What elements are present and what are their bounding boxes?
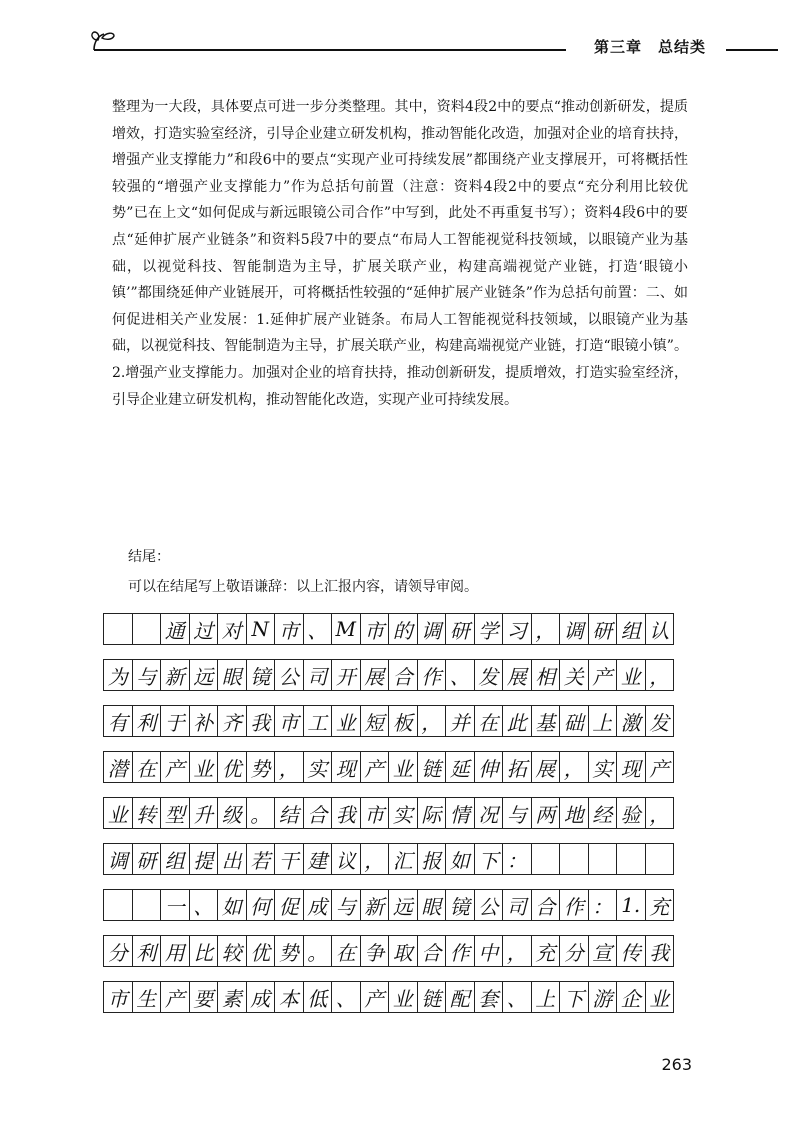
grid-cell: 出 bbox=[217, 843, 247, 875]
grid-cell: 调 bbox=[559, 613, 589, 645]
grid-cell: 学 bbox=[474, 613, 504, 645]
grid-cell bbox=[616, 843, 646, 875]
grid-cell: 下 bbox=[559, 981, 589, 1013]
grid-cell: 发 bbox=[645, 705, 675, 737]
grid-cell: 对 bbox=[217, 613, 247, 645]
grid-row bbox=[103, 889, 674, 921]
grid-cell: 比 bbox=[189, 935, 219, 967]
grid-cell: 分 bbox=[559, 935, 589, 967]
grid-cell bbox=[132, 889, 162, 921]
grid-cell: 作 bbox=[559, 889, 589, 921]
grid-cell: 远 bbox=[189, 659, 219, 691]
grid-cell: 结 bbox=[274, 797, 304, 829]
grid-cell: 促 bbox=[274, 889, 304, 921]
grid-cell: 报 bbox=[417, 843, 447, 875]
grid-cell: 套 bbox=[474, 981, 504, 1013]
grid-cell: 配 bbox=[445, 981, 475, 1013]
grid-cell: 业 bbox=[645, 981, 675, 1013]
grid-row bbox=[103, 705, 674, 737]
grid-cell: 础 bbox=[559, 705, 589, 737]
grid-cell: 优 bbox=[246, 935, 276, 967]
grid-cell: 在 bbox=[474, 705, 504, 737]
page-number: 263 bbox=[661, 1055, 692, 1074]
grid-cell: 业 bbox=[388, 751, 418, 783]
grid-cell: 若 bbox=[246, 843, 276, 875]
grid-cell: 下 bbox=[474, 843, 504, 875]
grid-cell: 延 bbox=[445, 751, 475, 783]
grid-cell: 成 bbox=[246, 981, 276, 1013]
grid-cell bbox=[645, 843, 675, 875]
grid-cell bbox=[132, 613, 162, 645]
grid-cell: 级 bbox=[217, 797, 247, 829]
grid-cell: 实 bbox=[303, 751, 333, 783]
grid-cell: 情 bbox=[445, 797, 475, 829]
grid-cell: 现 bbox=[331, 751, 361, 783]
grid-cell: 况 bbox=[474, 797, 504, 829]
grid-cell: 上 bbox=[531, 981, 561, 1013]
grid-cell: 分 bbox=[103, 935, 133, 967]
grid-cell: 产 bbox=[645, 751, 675, 783]
grid-cell: N bbox=[246, 613, 276, 645]
grid-cell: 司 bbox=[303, 659, 333, 691]
grid-cell: ， bbox=[645, 659, 675, 691]
grid-cell: 充 bbox=[531, 935, 561, 967]
grid-cell: 与 bbox=[132, 659, 162, 691]
grid-cell: 较 bbox=[217, 935, 247, 967]
grid-cell: 。 bbox=[303, 935, 333, 967]
grid-cell: 、 bbox=[189, 889, 219, 921]
grid-cell: 板 bbox=[388, 705, 418, 737]
grid-cell: 合 bbox=[388, 659, 418, 691]
grid-cell: ， bbox=[531, 613, 561, 645]
grid-cell: 合 bbox=[417, 935, 447, 967]
body-paragraph: 整理为一大段，具体要点可进一步分类整理。其中，资料4段2中的要点“推动创新研发，提质增效，打造实验室经济，引导企业建立研发机构，推动智能化改造，加强对企业的培育扶持，增强产业支撑能力”和段6中的要点“实现产业可持续发展”都围绕产业支撑展开，可将概括性较强的“增强产业支撑能力”作为总括句前置（注意：资料4段2中的要点“充分利用比较优势”已在上文“如何促成与新远眼镜公司合作”中写到，此处不再重复书写）；资料4段6中的要点“延伸扩展产业链条”和资料5段7中的要点“布局人工智能视觉科技领域，以眼镜产业为基础，以视觉科技、智能制造为主导，扩展关联产业，构建高端视觉产业链，打造‘眼镜小镇’”都围绕延伸产业链展开，可将概括性较强的“延伸扩展产业链条”作为总括句前置：二、如何促进相关产业发展：1.延伸扩展产业链条。布局人工智能视觉科技领域，以眼镜产业为基础，以视觉科技、智能制造为主导，扩展关联产业，构建高端视觉产业链，打造“眼镜小镇”。2.增强产业支撑能力。加强对企业的培育扶持，推动创新研发，提质增效，打造实验室经济，引导企业建立研发机构，推动智能化改造，实现产业可持续发展。 bbox=[112, 99, 688, 408]
grid-cell: 研 bbox=[588, 613, 618, 645]
grid-cell: 作 bbox=[445, 935, 475, 967]
grid-cell: 际 bbox=[417, 797, 447, 829]
grid-cell: 取 bbox=[388, 935, 418, 967]
grid-cell: 市 bbox=[360, 797, 390, 829]
grid-cell: 公 bbox=[474, 889, 504, 921]
grid-cell: 公 bbox=[274, 659, 304, 691]
grid-cell: 优 bbox=[217, 751, 247, 783]
grid-cell: 一 bbox=[160, 889, 190, 921]
grid-cell: 市 bbox=[103, 981, 133, 1013]
grid-cell: 有 bbox=[103, 705, 133, 737]
grid-cell: 汇 bbox=[388, 843, 418, 875]
grid-cell: 眼 bbox=[417, 889, 447, 921]
grid-cell: 实 bbox=[588, 751, 618, 783]
grid-cell: 调 bbox=[417, 613, 447, 645]
grid-cell: 企 bbox=[616, 981, 646, 1013]
grid-cell: 利 bbox=[132, 705, 162, 737]
grid-cell: 产 bbox=[360, 981, 390, 1013]
grid-cell: 转 bbox=[132, 797, 162, 829]
grid-cell: 产 bbox=[360, 751, 390, 783]
sprout-leaf-icon bbox=[88, 28, 120, 60]
grid-cell: 势 bbox=[274, 935, 304, 967]
grid-cell: 补 bbox=[189, 705, 219, 737]
grid-cell: 市 bbox=[360, 613, 390, 645]
grid-cell: 素 bbox=[217, 981, 247, 1013]
answer-grid bbox=[103, 613, 674, 1013]
grid-cell: 验 bbox=[616, 797, 646, 829]
grid-cell: 地 bbox=[559, 797, 589, 829]
header-rule-left bbox=[94, 49, 566, 51]
grid-cell: 、 bbox=[303, 613, 333, 645]
grid-cell bbox=[559, 843, 589, 875]
grid-cell: 合 bbox=[303, 797, 333, 829]
grid-cell: 建 bbox=[303, 843, 333, 875]
grid-cell: 、 bbox=[502, 981, 532, 1013]
grid-cell: 展 bbox=[531, 751, 561, 783]
grid-cell: 拓 bbox=[502, 751, 532, 783]
grid-cell: 上 bbox=[588, 705, 618, 737]
grid-cell: ， bbox=[559, 751, 589, 783]
grid-cell: 、 bbox=[331, 981, 361, 1013]
grid-row bbox=[103, 613, 674, 645]
grid-cell: 。 bbox=[246, 797, 276, 829]
grid-cell: ， bbox=[274, 751, 304, 783]
grid-cell: 传 bbox=[616, 935, 646, 967]
running-header bbox=[88, 28, 778, 64]
grid-cell: 通 bbox=[160, 613, 190, 645]
grid-cell: 展 bbox=[502, 659, 532, 691]
grid-cell: 、 bbox=[445, 659, 475, 691]
grid-cell: 生 bbox=[132, 981, 162, 1013]
grid-row bbox=[103, 659, 674, 691]
grid-cell: 势 bbox=[246, 751, 276, 783]
grid-cell: 我 bbox=[246, 705, 276, 737]
grid-cell bbox=[531, 843, 561, 875]
grid-cell: ： bbox=[502, 843, 532, 875]
grid-cell: 与 bbox=[502, 797, 532, 829]
grid-cell: 并 bbox=[445, 705, 475, 737]
grid-cell: 市 bbox=[274, 613, 304, 645]
grid-cell: 本 bbox=[274, 981, 304, 1013]
grid-cell: 新 bbox=[360, 889, 390, 921]
grid-cell: 市 bbox=[274, 705, 304, 737]
grid-cell: 实 bbox=[388, 797, 418, 829]
grid-cell: 作 bbox=[417, 659, 447, 691]
grid-cell: 型 bbox=[160, 797, 190, 829]
grid-cell bbox=[103, 613, 133, 645]
body-paragraph-block bbox=[112, 94, 688, 413]
grid-cell: 研 bbox=[132, 843, 162, 875]
grid-cell: 调 bbox=[103, 843, 133, 875]
grid-cell: M bbox=[331, 613, 361, 645]
grid-cell: ， bbox=[645, 797, 675, 829]
grid-cell: 经 bbox=[588, 797, 618, 829]
grid-cell: 此 bbox=[502, 705, 532, 737]
grid-cell: 如 bbox=[445, 843, 475, 875]
ending-label: 结尾： bbox=[128, 549, 170, 565]
grid-cell: 组 bbox=[160, 843, 190, 875]
grid-cell: 利 bbox=[132, 935, 162, 967]
grid-cell: 链 bbox=[417, 981, 447, 1013]
grid-cell: 远 bbox=[388, 889, 418, 921]
grid-cell: 于 bbox=[160, 705, 190, 737]
header-rule-right bbox=[726, 49, 778, 51]
grid-cell: ， bbox=[502, 935, 532, 967]
grid-cell: 中 bbox=[474, 935, 504, 967]
grid-cell bbox=[103, 889, 133, 921]
grid-cell: 习 bbox=[502, 613, 532, 645]
grid-cell: 发 bbox=[474, 659, 504, 691]
grid-cell: 业 bbox=[331, 705, 361, 737]
grid-cell: 业 bbox=[616, 659, 646, 691]
grid-cell: 展 bbox=[360, 659, 390, 691]
grid-cell: 新 bbox=[160, 659, 190, 691]
grid-cell: 我 bbox=[331, 797, 361, 829]
ending-text: 可以在结尾写上敬语谦辞：以上汇报内容，请领导审阅。 bbox=[128, 579, 478, 595]
grid-cell: 合 bbox=[531, 889, 561, 921]
chapter-title: 第三章 总结类 bbox=[586, 36, 714, 57]
grid-cell: 要 bbox=[189, 981, 219, 1013]
grid-cell: 产 bbox=[160, 981, 190, 1013]
grid-row bbox=[103, 843, 674, 875]
grid-cell: 争 bbox=[360, 935, 390, 967]
grid-cell: ， bbox=[360, 843, 390, 875]
grid-cell: 提 bbox=[189, 843, 219, 875]
grid-cell: 游 bbox=[588, 981, 618, 1013]
grid-cell: 1. bbox=[616, 889, 646, 921]
grid-cell: 潜 bbox=[103, 751, 133, 783]
grid-cell: 干 bbox=[274, 843, 304, 875]
grid-cell: 基 bbox=[531, 705, 561, 737]
grid-row bbox=[103, 751, 674, 783]
grid-cell: 充 bbox=[645, 889, 675, 921]
grid-cell: 的 bbox=[388, 613, 418, 645]
grid-cell: 司 bbox=[502, 889, 532, 921]
grid-cell: 短 bbox=[360, 705, 390, 737]
grid-cell: 与 bbox=[331, 889, 361, 921]
grid-cell: 在 bbox=[132, 751, 162, 783]
grid-cell: 认 bbox=[645, 613, 675, 645]
grid-cell: 相 bbox=[531, 659, 561, 691]
grid-cell: 开 bbox=[331, 659, 361, 691]
grid-cell: 我 bbox=[645, 935, 675, 967]
grid-cell: 如 bbox=[217, 889, 247, 921]
grid-cell: 现 bbox=[616, 751, 646, 783]
grid-cell: 业 bbox=[189, 751, 219, 783]
grid-row bbox=[103, 797, 674, 829]
grid-cell: 伸 bbox=[474, 751, 504, 783]
grid-cell: 何 bbox=[246, 889, 276, 921]
grid-cell: 为 bbox=[103, 659, 133, 691]
grid-cell: 产 bbox=[160, 751, 190, 783]
grid-cell: 工 bbox=[303, 705, 333, 737]
grid-cell: 在 bbox=[331, 935, 361, 967]
grid-cell: 成 bbox=[303, 889, 333, 921]
grid-cell: 眼 bbox=[217, 659, 247, 691]
grid-cell: 研 bbox=[445, 613, 475, 645]
grid-cell: 齐 bbox=[217, 705, 247, 737]
grid-row bbox=[103, 981, 674, 1013]
grid-cell: 过 bbox=[189, 613, 219, 645]
grid-cell: 组 bbox=[616, 613, 646, 645]
grid-cell: 关 bbox=[559, 659, 589, 691]
grid-row bbox=[103, 935, 674, 967]
grid-cell: 升 bbox=[189, 797, 219, 829]
grid-cell: 两 bbox=[531, 797, 561, 829]
grid-cell: ： bbox=[588, 889, 618, 921]
grid-cell: ， bbox=[417, 705, 447, 737]
grid-cell: 产 bbox=[588, 659, 618, 691]
grid-cell: 激 bbox=[616, 705, 646, 737]
grid-cell: 业 bbox=[388, 981, 418, 1013]
grid-cell: 链 bbox=[417, 751, 447, 783]
grid-cell: 低 bbox=[303, 981, 333, 1013]
grid-cell: 镜 bbox=[246, 659, 276, 691]
grid-cell: 业 bbox=[103, 797, 133, 829]
grid-cell bbox=[588, 843, 618, 875]
grid-cell: 议 bbox=[331, 843, 361, 875]
grid-cell: 宣 bbox=[588, 935, 618, 967]
grid-cell: 镜 bbox=[445, 889, 475, 921]
grid-cell: 用 bbox=[160, 935, 190, 967]
